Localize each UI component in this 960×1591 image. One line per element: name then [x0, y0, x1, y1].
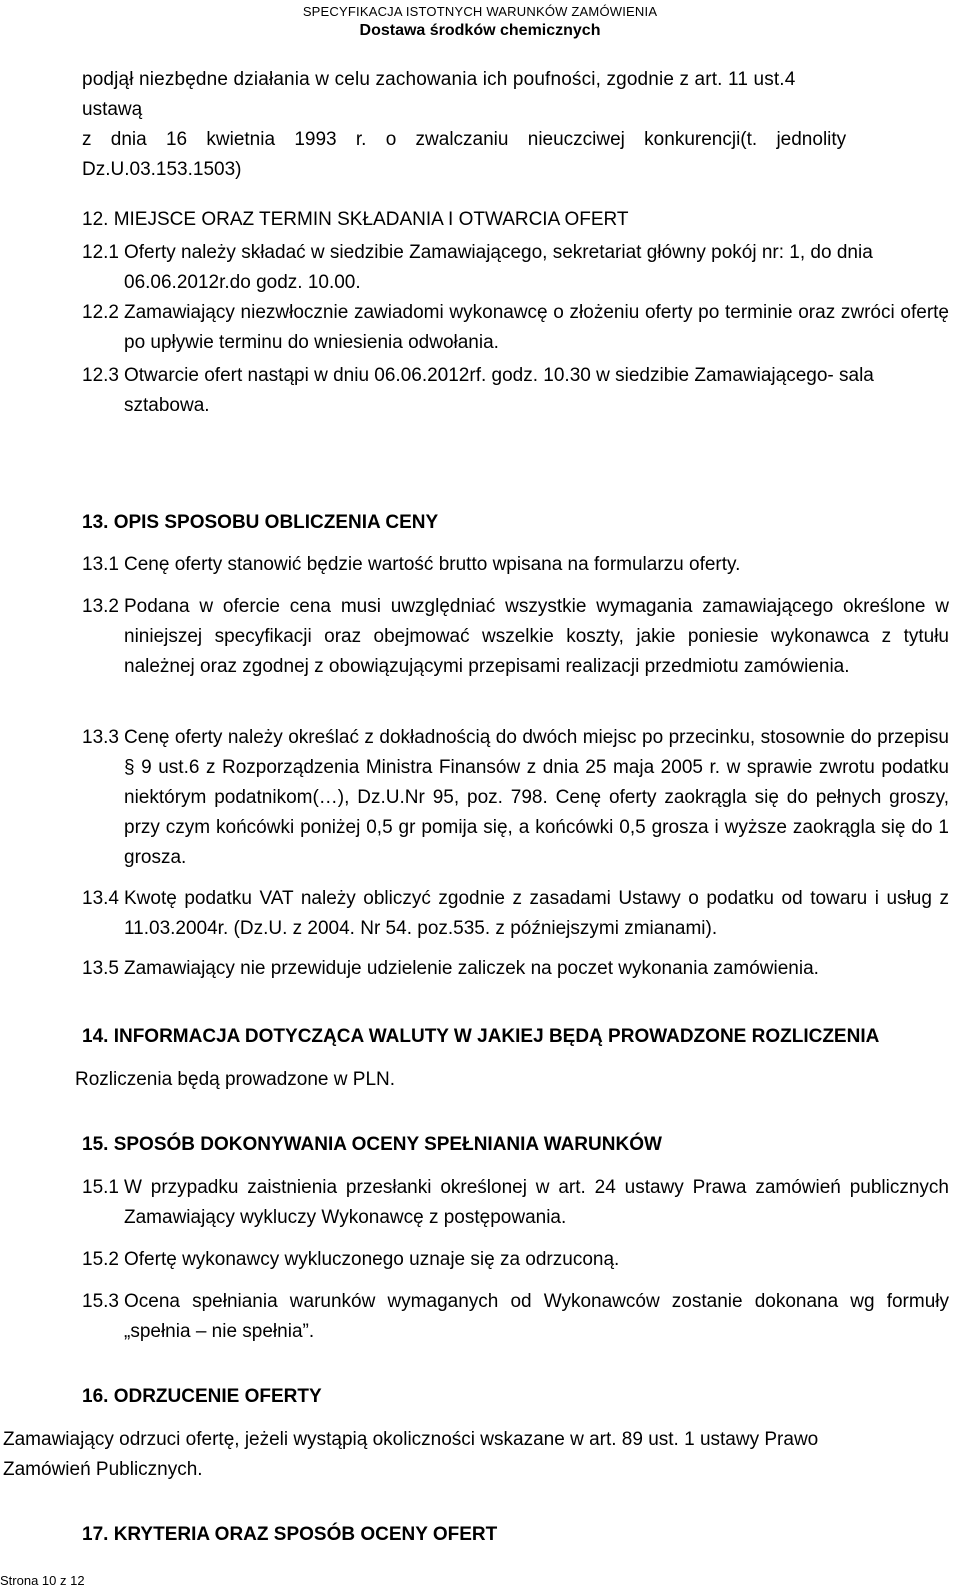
section-14-heading: 14. INFORMACJA DOTYCZĄCA WALUTY W JAKIEJ BĘDĄ PROWADZONE ROZLICZENIA	[82, 1026, 880, 1047]
item-12-3-number: 12.3	[82, 365, 119, 386]
section-17-heading: 17. KRYTERIA ORAZ SPOSÓB OCENY OFERT	[82, 1524, 498, 1545]
intro-line-4: Dz.U.03.153.1503)	[82, 159, 242, 180]
intro-line-2: ustawą	[82, 99, 143, 120]
item-12-3-text: Otwarcie ofert nastąpi w dniu 06.06.2012rf. godz. 10.30 w siedzibie Zamawiającego- sala sztabowa.	[124, 365, 874, 416]
item-13-1-number: 13.1	[82, 554, 119, 575]
item-12-1-number: 12.1	[82, 242, 119, 263]
item-15-1-text: W przypadku zaistnienia przesłanki określonej w art. 24 ustawy Prawa zamówień publicznych Zamawiający wykluczy Wykonawcę z postępowania.	[124, 1177, 949, 1228]
item-13-3-text: Cenę oferty należy określać z dokładnością do dwóch miejsc po przecinku, stosownie do przepisu § 9 ust.6 z Rozporządzenia Ministra Finansów z dnia 25 maja 2005 r. w sprawie zwrotu podatku niektórym podatnikom(…), Dz.U.Nr 95, poz. 798. Cenę oferty zaokrągla się do pełnych groszy, przy czym końcówki poniżej 0,5 gr pomija się, a końcówki 0,5 grosza i wyższe zaokrągla się do 1 grosza.	[124, 727, 949, 868]
header-title: SPECYFIKACJA ISTOTNYCH WARUNKÓW ZAMÓWIENIA	[302, 4, 658, 19]
intro-line-3: z dnia 16 kwietnia 1993 r. o zwalczaniu nieuczciwej konkurencji(t. jednolity	[82, 129, 847, 150]
item-15-3-number: 15.3	[82, 1291, 119, 1312]
section-12-heading: 12. MIEJSCE ORAZ TERMIN SKŁADANIA I OTWARCIA OFERT	[82, 209, 629, 230]
page-number: Strona 10 z 12	[0, 1573, 85, 1588]
item-13-3-number: 13.3	[82, 727, 119, 748]
item-13-1-text: Cenę oferty stanowić będzie wartość brutto wpisana na formularzu oferty.	[124, 554, 741, 575]
section-14-text: Rozliczenia będą prowadzone w PLN.	[75, 1069, 396, 1090]
item-15-1-number: 15.1	[82, 1177, 119, 1198]
item-13-5-number: 13.5	[82, 958, 119, 979]
item-15-2-number: 15.2	[82, 1249, 119, 1270]
section-16-heading: 16. ODRZUCENIE OFERTY	[82, 1386, 322, 1407]
item-13-4-number: 13.4	[82, 888, 119, 909]
item-13-5-text: Zamawiający nie przewiduje udzielenie zaliczek na poczet wykonania zamówienia.	[124, 958, 819, 979]
item-13-2-text: Podana w ofercie cena musi uwzględniać wszystkie wymagania zamawiającego określone w niniejszej specyfikacji oraz obejmować wszelkie koszty, jakie poniesie wykonawca z tytułu należnej oraz zgodnej z obowiązującymi przepisami realizacji przedmiotu zamówienia.	[124, 596, 949, 677]
item-12-2-text: Zamawiający niezwłocznie zawiadomi wykonawcę o złożeniu oferty po terminie oraz zwróci ofertę po upływie terminu do wniesienia odwołania.	[124, 302, 949, 353]
item-12-2-number: 12.2	[82, 302, 119, 323]
item-13-2-number: 13.2	[82, 596, 119, 617]
item-15-3-text: Ocena spełniania warunków wymaganych od Wykonawców zostanie dokonana wg formuły „spełnia – nie spełnia”.	[124, 1291, 949, 1342]
item-13-4-text: Kwotę podatku VAT należy obliczyć zgodnie z zasadami Ustawy o podatku od towaru i usług z 11.03.2004r. (Dz.U. z 2004. Nr 54. poz.535. z późniejszymi zmianami).	[124, 888, 949, 939]
section-15-heading: 15. SPOSÓB DOKONYWANIA OCENY SPEŁNIANIA WARUNKÓW	[82, 1134, 662, 1155]
item-12-1-text: Oferty należy składać w siedzibie Zamawiającego, sekretariat główny pokój nr: 1, do dnia 06.06.2012r.do godz. 10.00.	[124, 242, 873, 293]
intro-line-1: podjął niezbędne działania w celu zachowania ich poufności, zgodnie z art. 11 ust.4	[82, 69, 796, 90]
header-subtitle: Dostawa środków chemicznych	[359, 22, 601, 39]
section-13-heading: 13. OPIS SPOSOBU OBLICZENIA CENY	[82, 512, 439, 533]
item-15-2-text: Ofertę wykonawcy wykluczonego uznaje się za odrzuconą.	[124, 1249, 620, 1270]
section-16-text: Zamawiający odrzuci ofertę, jeżeli wystąpią okoliczności wskazane w art. 89 ust. 1 ustawy Prawo Zamówień Publicznych.	[3, 1429, 819, 1480]
